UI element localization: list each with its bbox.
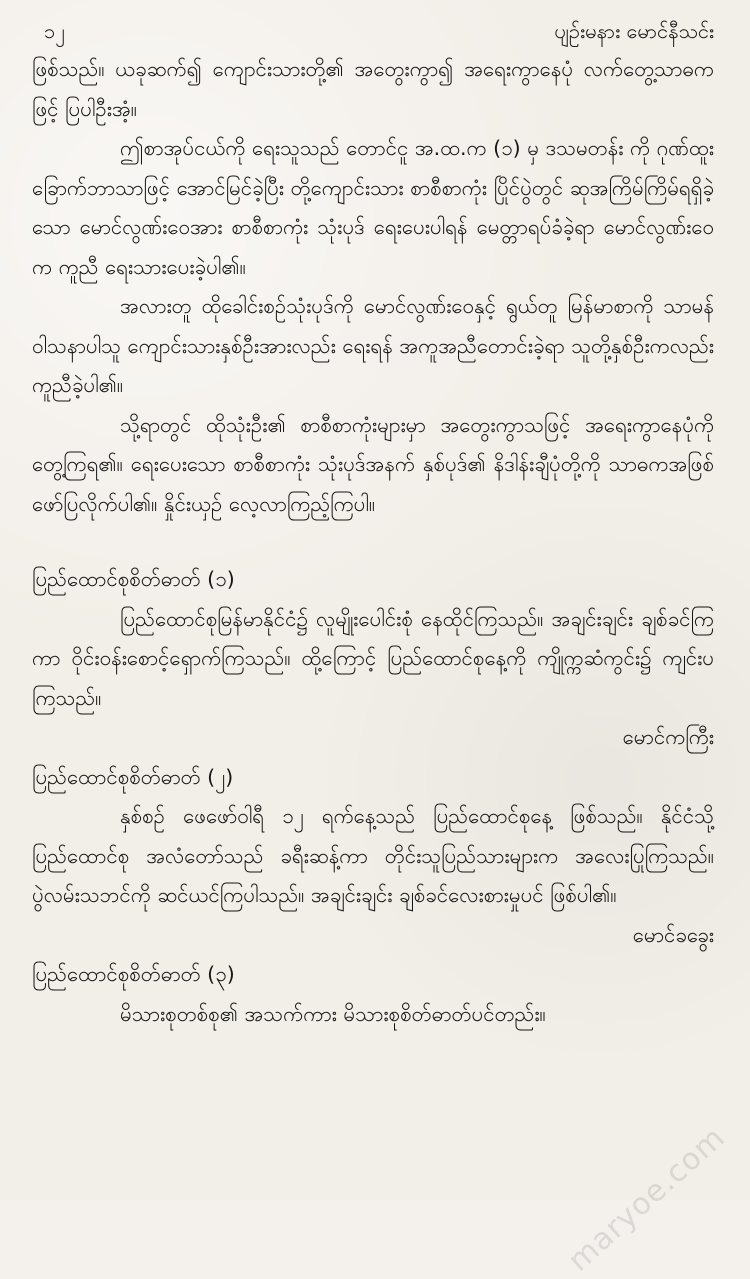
section-text-1: ပြည်ထောင်စုမြန်မာနိုင်ငံ၌ လူမျိုးပေါင်းစုံ နေထိုင်ကြသည်။ အချင်းချင်း ချစ်ခင်ကြကာ ဝိုင်းဝန်းစောင့်ရှောက်ကြသည်။ ထို့ကြောင့် ပြည်ထောင်စုနေ့ကို ကျိုက္ကဆံကွင်း၌ ကျင်းပကြသည်။ xyxy=(32,606,714,710)
section-spacer xyxy=(32,524,714,560)
section-heading-3: ပြည်ထောင်စုစိတ်ဓာတ် (၃) xyxy=(32,962,235,986)
section-author-1: မောင်ကကြီး xyxy=(622,725,714,749)
page-body xyxy=(32,50,714,1034)
paragraph-4: သို့ရာတွင် ထိုသုံးဦး၏ စာစီစာကုံးများမှာ အတွေးကွာသဖြင့် အရေးကွာနေပုံကို တွေ့ကြရ၏။ ရေးပေးသော စာစီစာကုံး သုံးပုဒ်အနက် နှစ်ပုဒ်၏ နိဒါန်းချီပုံတို့ကို သာဓကအဖြစ် ဖော်ပြလိုက်ပါ၏။ နှိုင်းယှဉ် လေ့လာကြည့်ကြပါ။ xyxy=(32,412,714,516)
section-heading-1: ပြည်ထောင်စုစိတ်ဓာတ် (၁) xyxy=(32,567,235,591)
paragraph-2: ဤစာအုပ်ငယ်ကို ရေးသူသည် တောင်ငူ အ.ထ.က (၁) မှ ဒသမတန်း ကို ဂုဏ်ထူးခြောက်ဘာသာဖြင့် အောင်မြင်ခဲ့ပြီး တို့ကျောင်းသား စာစီစာကုံး ပြိုင်ပွဲတွင် ဆုအကြိမ်ကြိမ်ရရှိခဲ့သော မောင်လွဏ်းဝေအား စာစီစာကုံး သုံးပုဒ် ရေးပေးပါရန် မေတ္တာရပ်ခံခဲ့ရာ မောင်လွဏ်းဝေက ကူညီ ရေးသားပေးခဲ့ပါ၏။ xyxy=(32,136,714,279)
paragraph-3: အလားတူ ထိုခေါင်းစဉ်သုံးပုဒ်ကို မောင်လွဏ်းဝေနှင့် ရွယ်တူ မြန်မာစာကို သာမန်ဝါသနာပါသူ ကျောင်းသားနှစ်ဦးအားလည်း ရေးရန် အကူအညီတောင်းခဲ့ရာ သူတို့နှစ်ဦးကလည်း ကူညီခဲ့ပါ၏။ xyxy=(32,294,714,397)
section-text-3: မိသားစုတစ်စု၏ အသက်ကား မိသားစုစိတ်ဓာတ်ပင်တည်း။ xyxy=(120,1001,546,1026)
page-number: ၁၂ xyxy=(44,19,66,43)
paragraph-1: ဖြစ်သည်။ ယခုဆက်၍ ကျောင်းသားတို့၏ အတွေးကွာ၍ အရေးကွာနေပုံ လက်တွေ့သာဓကဖြင့် ပြပါဦးအံ့။ xyxy=(32,57,714,121)
section-author-2: မောင်ခခွေး xyxy=(632,922,714,947)
site-watermark: maryoe.com xyxy=(561,1119,732,1279)
section-heading-2: ပြည်ထောင်စုစိတ်ဓာတ် (၂) xyxy=(32,764,234,789)
page-header xyxy=(32,12,714,50)
running-title: ပျဉ်းမနား မောင်နီသင်း xyxy=(554,19,714,43)
section-text-2: နှစ်စဉ် ဖေဖော်ဝါရီ ၁၂ ရက်နေ့သည် ပြည်ထောင်စုနေ့ ဖြစ်သည်။ နိုင်ငံသို့ ပြည်ထောင်စု အလံတော်သည် ခရီးဆန့်ကာ တိုင်းသူပြည်သားများက အလေးပြုကြသည်။ ပွဲလမ်းသဘင်ကို ဆင်ယင်ကြပါသည်။ အချင်းချင်း ချစ်ခင်လေးစားမှုပင် ဖြစ်ပါ၏။ xyxy=(32,804,714,907)
